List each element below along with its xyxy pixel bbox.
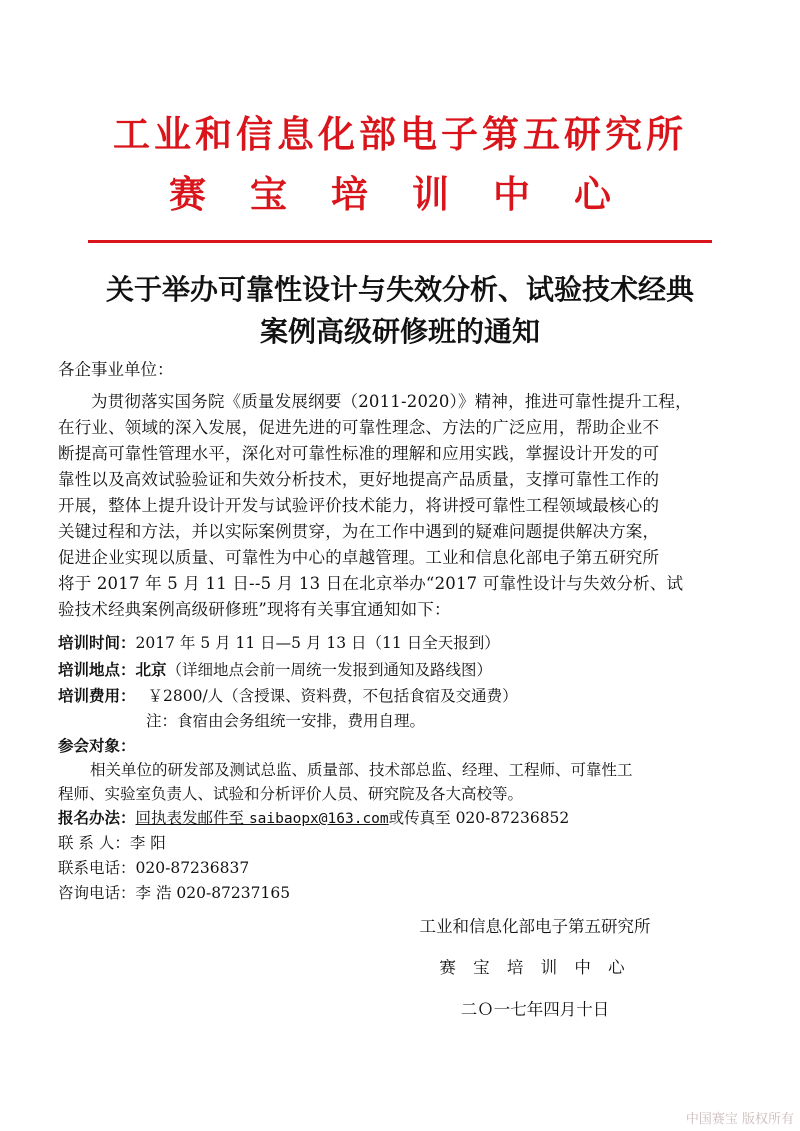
training-fee-value: ￥2800/人（含授课、资料费，不包括食宿及交通费） bbox=[147, 687, 518, 705]
audience-line1: 相关单位的研发部及测试总监、质量部、技术部总监、经理、工程师、可靠性工 bbox=[90, 761, 633, 779]
intro-line: 促进企业实现以质量、可靠性为中心的卓越管理。工业和信息化部电子第五研究所 bbox=[58, 548, 660, 567]
intro-line: 断提高可靠性管理水平，深化对可靠性标准的理解和应用实践，掌握设计开发的可 bbox=[58, 444, 660, 463]
consult-phone-value: 李 浩 020-87237165 bbox=[135, 884, 291, 902]
contact-person-value: 李 阳 bbox=[129, 834, 166, 852]
contact-person-label: 联 系 人： bbox=[58, 834, 130, 852]
intro-line: 关键过程和方法，并以实际案例贯穿，为在工作中遇到的疑难问题提供解决方案， bbox=[58, 522, 660, 541]
audience-line2: 程师、实验室负责人、试验和分析评价人员、研究院及各大高校等。 bbox=[58, 785, 524, 803]
training-place-note: （详细地点会前一周统一发报到通知及路线图） bbox=[166, 661, 493, 679]
signature-org: 工业和信息化部电子第五研究所 bbox=[419, 917, 651, 936]
salutation: 各企事业单位： bbox=[58, 360, 174, 379]
notice-title-line2: 案例高级研修班的通知 bbox=[259, 315, 540, 348]
contact-phone-value: 020-87236837 bbox=[135, 859, 250, 877]
registration-label: 报名办法： bbox=[58, 808, 136, 827]
training-center-header: 赛宝培训中心 bbox=[169, 175, 655, 216]
registration-email-link[interactable]: saibaopx@163.com bbox=[248, 811, 389, 827]
intro-line: 将于 2017 年 5 月 11 日--5 月 13 日在北京举办“2017 可靠性设计与失效分析、试 bbox=[58, 574, 684, 593]
registration-method: 回执表发邮件至 bbox=[135, 809, 249, 827]
training-time bbox=[58, 631, 500, 653]
intro-paragraph bbox=[58, 389, 742, 623]
intro-line: 为贯彻落实国务院《质量发展纲要（2011-2020）》精神，推进可靠性提升工程， bbox=[91, 392, 692, 411]
intro-line: 靠性以及高效试验验证和失效分析技术，更好地提高产品质量，支撑可靠性工作的 bbox=[58, 470, 660, 489]
org-name-header: 工业和信息化部电子第五研究所 bbox=[113, 115, 687, 156]
contact-phone-label: 联系电话： bbox=[58, 859, 136, 877]
training-time-label: 培训时间： bbox=[58, 633, 136, 652]
registration-fax: 或传真至 020-87236852 bbox=[388, 809, 570, 827]
registration bbox=[58, 806, 569, 828]
signature-center: 赛 宝 培 训 中 心 bbox=[439, 958, 631, 977]
training-time-value: 2017 年 5 月 11 日—5 月 13 日（11 日全天报到） bbox=[135, 634, 500, 652]
intro-line: 在行业、领域的深入发展，促进先进的可靠性理念、方法的广泛应用，帮助企业不 bbox=[58, 418, 660, 437]
contact-phone bbox=[58, 856, 249, 878]
contact-person bbox=[58, 831, 166, 853]
training-place-city: 北京 bbox=[135, 660, 167, 679]
audience-label: 参会对象： bbox=[58, 736, 136, 755]
training-fee bbox=[58, 684, 518, 706]
consult-phone bbox=[58, 881, 290, 903]
header-divider bbox=[88, 240, 712, 243]
consult-phone-label: 咨询电话： bbox=[58, 884, 136, 902]
fee-note: 注：食宿由会务组统一安排，费用自理。 bbox=[146, 712, 426, 730]
intro-line: 验技术经典案例高级研修班”现将有关事宜通知如下： bbox=[58, 600, 451, 619]
signature-date: 二Ｏ一七年四月十日 bbox=[460, 1000, 610, 1019]
training-place bbox=[58, 658, 492, 680]
intro-line: 开展，整体上提升设计开发与试验评价技术能力，将讲授可靠性工程领域最核心的 bbox=[58, 496, 660, 515]
training-fee-label: 培训费用： bbox=[58, 686, 136, 705]
copyright-watermark: 中国赛宝 版权所有 bbox=[685, 1112, 794, 1127]
training-place-label: 培训地点： bbox=[58, 660, 136, 679]
notice-title-line1: 关于举办可靠性设计与失效分析、试验技术经典 bbox=[105, 273, 694, 306]
